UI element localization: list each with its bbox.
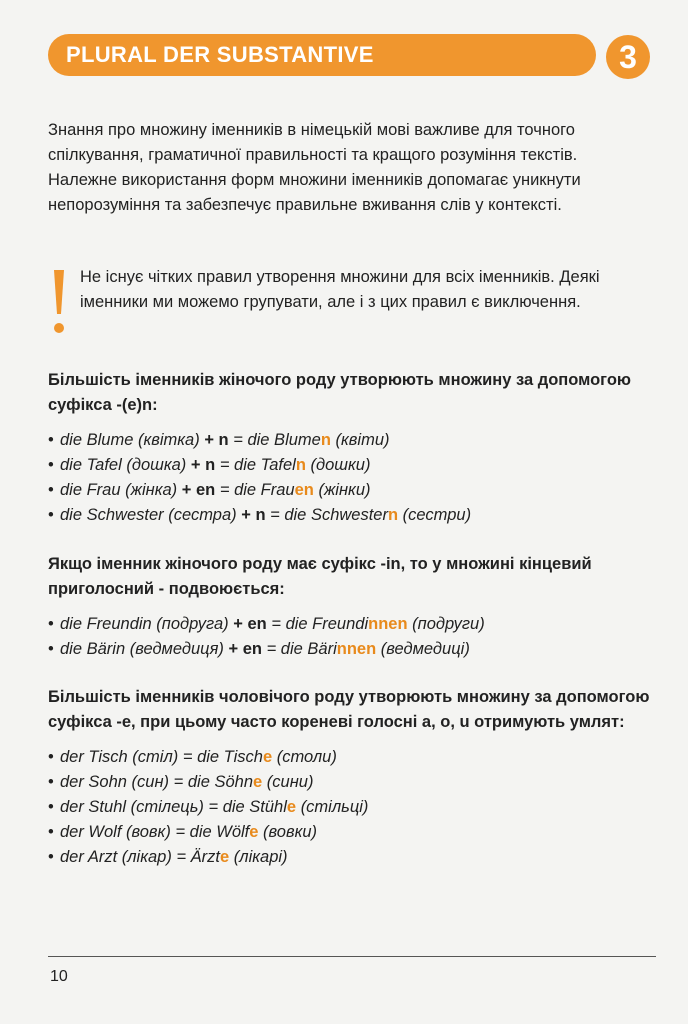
footer-divider (48, 956, 656, 957)
item-gloss: (вовки) (263, 823, 318, 841)
list-item (48, 478, 658, 503)
item-suffix: e (262, 748, 273, 766)
item-operator: + n (190, 456, 216, 474)
item-gloss: (лікарі) (233, 848, 288, 866)
item-gloss: (сестри) (402, 506, 472, 524)
item-suffix: nnen (336, 640, 377, 658)
item-base: die Schwester (сестра) (60, 506, 237, 524)
list-item (48, 770, 658, 795)
item-base: der Wolf (вовк) (60, 823, 171, 841)
item-operator: + en (233, 615, 267, 633)
list-item (48, 428, 658, 453)
item-base: die Blume (квітка) (60, 431, 200, 449)
item-gloss: (подруги) (412, 615, 485, 633)
item-gloss: (столи) (276, 748, 337, 766)
page-title: PLURAL DER SUBSTANTIVE (66, 42, 374, 67)
section-heading: Якщо іменник жіночого роду має суфікс -in, то у множині кінцевий приголосний - подвоюється: (48, 555, 592, 598)
item-result: = die Freundi (271, 615, 369, 633)
item-base: die Bärin (ведмедиця) (60, 640, 224, 658)
item-suffix: nnen (368, 615, 408, 633)
item-gloss: (дошки) (310, 456, 371, 474)
item-operator: + n (204, 431, 229, 449)
exclamation-icon (52, 268, 66, 336)
item-suffix: e (286, 798, 297, 816)
item-suffix: n (295, 456, 306, 474)
item-base: der Tisch (стіл) (60, 748, 179, 766)
section-heading: Більшість іменників жіночого роду утворюють множину за допомогою суфікса -(e)n: (48, 371, 632, 414)
page-number: 10 (50, 968, 68, 985)
item-result: = die Tafel (219, 456, 296, 474)
item-operator: + en (181, 481, 216, 499)
item-suffix: e (249, 823, 259, 841)
item-base: die Freundin (подруга) (60, 615, 229, 633)
item-suffix: e (220, 848, 230, 866)
exclamation-bar (54, 270, 64, 314)
item-result: = die Söhn (173, 773, 253, 791)
item-base: die Tafel (дошка) (60, 456, 187, 474)
exclamation-dot (54, 323, 64, 333)
item-suffix: n (387, 506, 399, 524)
item-gloss: (ведмедиці) (380, 640, 470, 658)
list-item (48, 503, 658, 528)
item-gloss: (жінки) (318, 481, 371, 499)
item-gloss: (квіти) (335, 431, 390, 449)
item-base: die Frau (жінка) (60, 481, 178, 499)
item-result: = die Tisch (182, 748, 263, 766)
list-item (48, 453, 658, 478)
item-suffix: n (320, 431, 331, 449)
list-item (48, 612, 658, 637)
item-base: der Arzt (лікар) (60, 848, 172, 866)
list-item (48, 637, 658, 662)
item-result: = die Blume (233, 431, 321, 449)
chapter-number-badge: 3 (606, 35, 650, 79)
item-suffix: e (253, 773, 263, 791)
example-list (48, 745, 658, 870)
example-list (48, 612, 658, 662)
item-gloss: (стільці) (300, 798, 369, 816)
item-result: = die Schwester (270, 506, 388, 524)
section-feminine-en (48, 368, 658, 528)
item-base: der Stuhl (стілець) (60, 798, 204, 816)
item-gloss: (сини) (266, 773, 314, 791)
example-list (48, 428, 658, 528)
intro-paragraph: Знання про множину іменників в німецькій мові важливе для точного спілкування, граматичної правильності та кращого розуміння текстів. Належне використання форм множини іменників допомагає уникнути непорозуміння та забезпечує правильне вживання слів у контексті. (48, 121, 581, 214)
item-operator: + en (228, 640, 262, 658)
section-title-bar (48, 34, 596, 76)
list-item (48, 845, 658, 870)
list-item (48, 820, 658, 845)
item-result: = die Stühl (208, 798, 287, 816)
item-result: = die Wölf (175, 823, 250, 841)
list-item (48, 745, 658, 770)
item-result: = Ärzt (176, 848, 220, 866)
item-base: der Sohn (син) (60, 773, 170, 791)
item-result: = die Bäri (266, 640, 337, 658)
section-masculine-e (48, 685, 658, 870)
item-suffix: en (294, 481, 314, 499)
section-heading: Більшість іменників чоловічого роду утворюють множину за допомогою суфікса -e, при цьому часто кореневі голосні a, o, u отримують умлят: (48, 688, 650, 731)
note-text: Не існує чітких правил утворення множини для всіх іменників. Деякі іменники ми можемо групувати, але і з цих правил є виключення. (80, 268, 600, 311)
item-result: = die Frau (219, 481, 295, 499)
item-operator: + n (241, 506, 266, 524)
list-item (48, 795, 658, 820)
section-feminine-in (48, 552, 658, 662)
